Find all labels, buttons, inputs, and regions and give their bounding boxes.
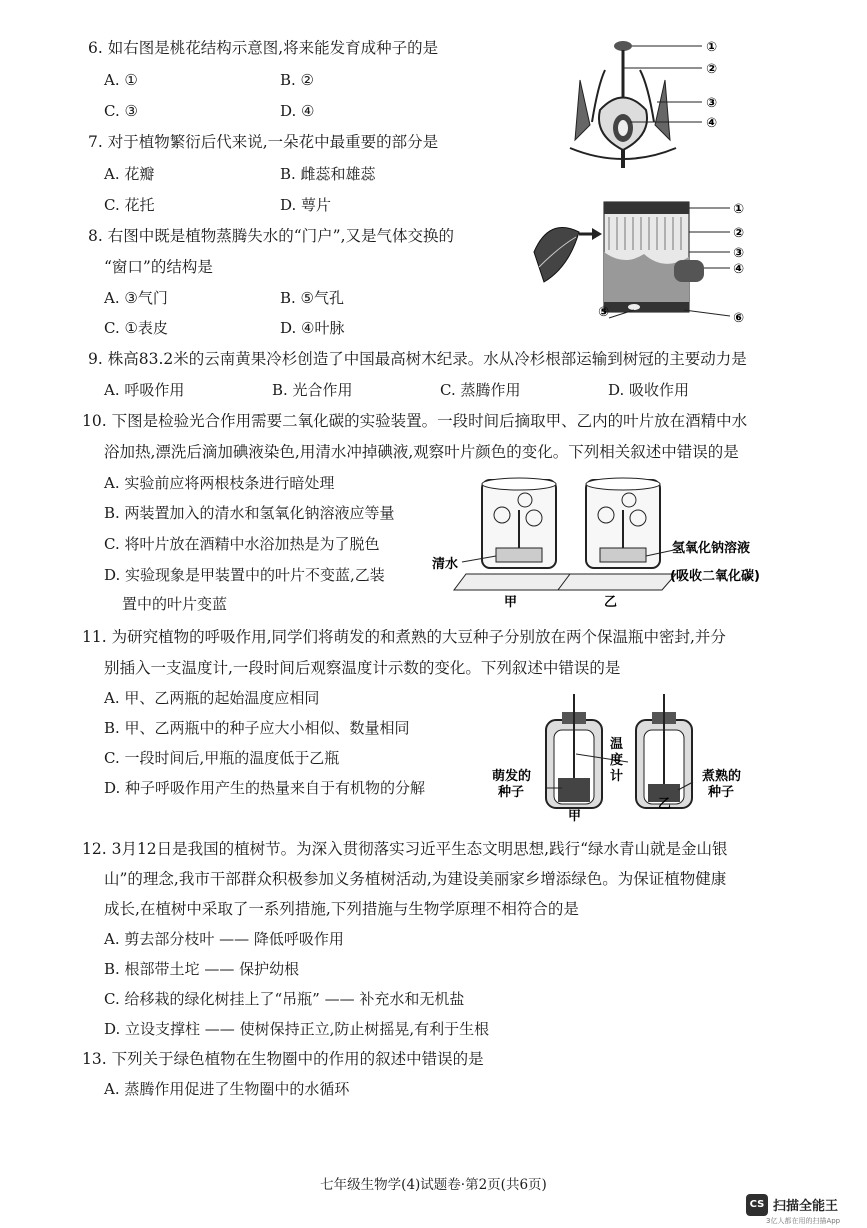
q6-option-d: D. ④: [280, 102, 315, 120]
leaf-label-3: ③: [733, 246, 745, 261]
bell-jar-jia: [454, 478, 572, 590]
label-cooked-seeds: 种子: [708, 785, 735, 800]
q8-option-c: C. ①表皮: [104, 319, 168, 337]
q9-stem: 9. 株高83.2米的云南黄果冷杉创造了中国最高树木纪录。水从冷杉根部运输到树冠的主要动力是: [88, 350, 747, 368]
q9-option-b: B. 光合作用: [272, 381, 353, 399]
thermos-experiment-figure: [488, 690, 768, 825]
q10-option-d-line2: 置中的叶片变蓝: [122, 595, 228, 613]
q7-option-c: C. 花托: [104, 196, 155, 214]
q10-option-b: B. 两装置加入的清水和氢氧化钠溶液应等量: [104, 504, 395, 522]
q8-option-b: B. ⑤气孔: [280, 289, 345, 307]
q12-stem-line2: 山”的理念,我市干部群众积极参加义务植树活动,为建设美丽家乡增添绿色。为保证植物健康: [104, 870, 727, 888]
q8-option-a: A. ③气门: [104, 289, 168, 307]
label-thermometer-3: 计: [610, 769, 624, 784]
label-water: 清水: [432, 557, 459, 572]
q7-option-b: B. 雌蕊和雄蕊: [280, 165, 376, 183]
q9-option-a: A. 呼吸作用: [104, 381, 185, 399]
photosynthesis-apparatus-figure: [430, 470, 782, 610]
q10-option-c: C. 将叶片放在酒精中水浴加热是为了脱色: [104, 535, 380, 553]
flask-jia: [546, 694, 602, 808]
label-flask-yi: 乙: [658, 797, 672, 812]
label-thermometer-1: 温: [610, 737, 624, 752]
leaf-label-6: ⑥: [733, 311, 745, 326]
watermark-brand: 扫描全能王: [773, 1199, 839, 1214]
page-footer: 七年级生物学(4)试题卷·第2页(共6页): [320, 1177, 547, 1193]
q12-option-b: B. 根部带土坨 —— 保护幼根: [104, 960, 300, 978]
q6-option-c: C. ③: [104, 102, 138, 120]
leaf-label-1: ①: [733, 202, 745, 217]
label-sprouted: 萌发的: [492, 769, 532, 784]
q12-option-a: A. 剪去部分枝叶 —— 降低呼吸作用: [104, 930, 344, 948]
q6-option-a: A. ①: [104, 71, 138, 89]
leaf-structure-figure: [524, 192, 754, 332]
q6-option-b: B. ②: [280, 71, 315, 89]
q10-option-d-line1: D. 实验现象是甲装置中的叶片不变蓝,乙装: [104, 566, 385, 584]
q11-option-b: B. 甲、乙两瓶中的种子应大小相似、数量相同: [104, 719, 410, 737]
label-cooked: 煮熟的: [702, 769, 742, 784]
watermark-tagline: 3亿人都在用的扫描App: [766, 1217, 841, 1225]
q8-stem-line2: “窗口”的结构是: [104, 258, 213, 276]
q7-option-d: D. 萼片: [280, 196, 332, 214]
flower-label-2: ②: [706, 62, 718, 77]
q7-option-a: A. 花瓣: [104, 165, 155, 183]
q10-stem-line1: 10. 下图是检验光合作用需要二氧化碳的实验装置。一段时间后摘取甲、乙内的叶片放在酒精中水: [82, 412, 748, 430]
flower-label-3: ③: [706, 96, 718, 111]
flask-yi: [636, 694, 692, 808]
label-yi: 乙: [604, 595, 618, 610]
bell-jar-yi: [558, 478, 676, 590]
q8-stem-line1: 8. 右图中既是植物蒸腾失水的“门户”,又是气体交换的: [88, 227, 454, 245]
q12-option-c: C. 给移栽的绿化树挂上了“吊瓶” —— 补充水和无机盐: [104, 990, 465, 1008]
q12-stem-line1: 12. 3月12日是我国的植树节。为深入贯彻落实习近平生态文明思想,践行“绿水青山就是金山银: [82, 840, 728, 858]
q7-stem: 7. 对于植物繁衍后代来说,一朵花中最重要的部分是: [88, 133, 439, 151]
q13-stem: 13. 下列关于绿色植物在生物圈中的作用的叙述中错误的是: [82, 1050, 484, 1068]
label-naoh-note: (吸收二氧化碳): [670, 569, 760, 584]
q11-stem-line1: 11. 为研究植物的呼吸作用,同学们将萌发的和煮熟的大豆种子分别放在两个保温瓶中密封,并分: [82, 628, 726, 646]
q9-option-c: C. 蒸腾作用: [440, 381, 521, 399]
q11-option-c: C. 一段时间后,甲瓶的温度低于乙瓶: [104, 749, 340, 767]
q12-option-d: D. 立设支撑柱 —— 使树保持正立,防止树摇晃,有利于生根: [104, 1020, 490, 1038]
flower-label-4: ④: [706, 116, 718, 131]
q6-stem: 6. 如右图是桃花结构示意图,将来能发育成种子的是: [88, 39, 439, 57]
q12-stem-line3: 成长,在植树中采取了一系列措施,下列措施与生物学原理不相符合的是: [104, 900, 579, 918]
leaf-label-5: ⑤: [598, 305, 610, 320]
flower-label-1: ①: [706, 40, 718, 55]
q10-stem-line2: 浴加热,漂洗后滴加碘液染色,用清水冲掉碘液,观察叶片颜色的变化。下列相关叙述中错误的是: [104, 443, 739, 461]
label-jia: 甲: [504, 595, 518, 610]
label-sprouted-seeds: 种子: [498, 785, 525, 800]
peach-flower-figure: [560, 30, 740, 170]
leaf-label-2: ②: [733, 226, 745, 241]
leaf-label-4: ④: [733, 262, 745, 277]
label-flask-jia: 甲: [568, 809, 582, 824]
q11-stem-line2: 别插入一支温度计,一段时间后观察温度计示数的变化。下列叙述中错误的是: [104, 659, 621, 677]
q9-option-d: D. 吸收作用: [608, 381, 690, 399]
label-thermometer-2: 度: [610, 753, 624, 768]
scanner-watermark: [746, 1194, 858, 1224]
q13-option-a: A. 蒸腾作用促进了生物圈中的水循环: [104, 1080, 350, 1098]
q10-option-a: A. 实验前应将两根枝条进行暗处理: [104, 474, 335, 492]
q11-option-d: D. 种子呼吸作用产生的热量来自于有机物的分解: [104, 779, 426, 797]
q8-option-d: D. ④叶脉: [280, 319, 345, 337]
camscanner-logo-icon: CS: [746, 1194, 768, 1216]
q11-option-a: A. 甲、乙两瓶的起始温度应相同: [104, 689, 320, 707]
label-naoh: 氢氧化钠溶液: [672, 541, 751, 556]
